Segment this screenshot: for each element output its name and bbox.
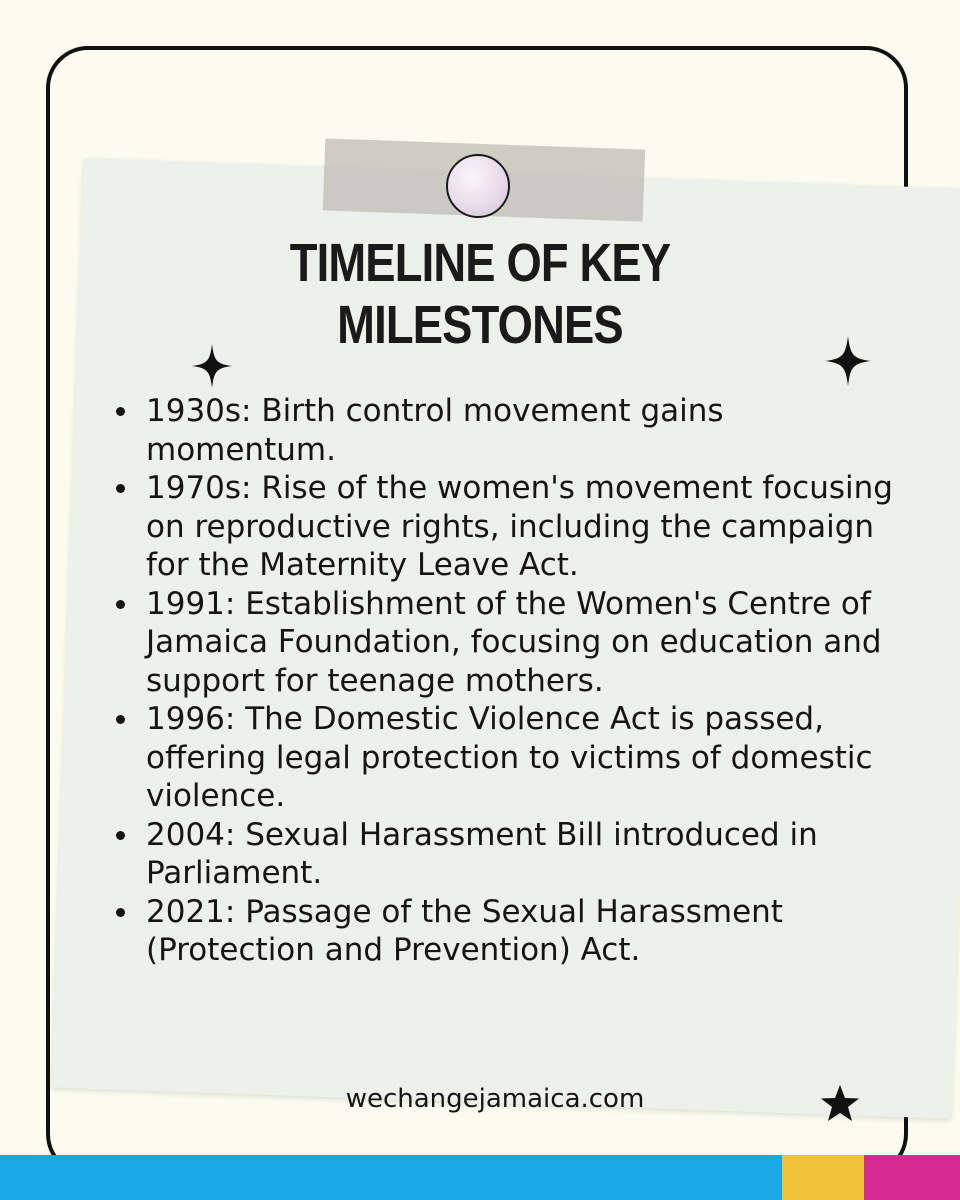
footer-bar-yellow (782, 1155, 864, 1200)
sparkle-icon (822, 336, 874, 386)
list-item: 2021: Passage of the Sexual Harassment (Protection and Prevention) Act. (110, 893, 900, 970)
list-item: 1996: The Domestic Violence Act is passed, offering legal protection to victims of domestic violence. (110, 700, 900, 816)
list-item: 1991: Establishment of the Women's Centre of Jamaica Foundation, focusing on education and support for teenage mothers. (110, 585, 900, 701)
list-item: 1970s: Rise of the women's movement focusing on reproductive rights, including the campaign for the Maternity Leave Act. (110, 469, 900, 585)
title-line-1: TIMELINE OF KEY (289, 233, 671, 293)
list-item: 1930s: Birth control movement gains momentum. (110, 392, 900, 469)
title-line-2: MILESTONES (337, 295, 623, 355)
list-item: 2004: Sexual Harassment Bill introduced in Parliament. (110, 816, 900, 893)
website-url: wechangejamaica.com (345, 1084, 645, 1114)
footer-bar-blue (0, 1155, 782, 1200)
footer-bar-magenta (864, 1155, 960, 1200)
milestone-list (110, 392, 900, 970)
pushpin-icon (446, 154, 510, 218)
star-icon (820, 1084, 860, 1122)
page-title (228, 232, 732, 356)
sparkle-icon (192, 344, 232, 388)
